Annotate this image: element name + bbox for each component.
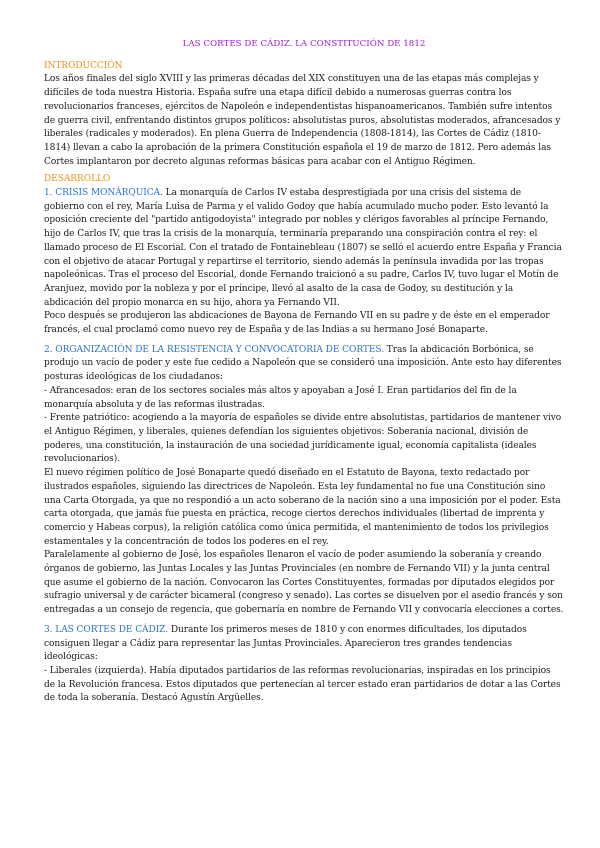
section-2-paragraph-1: 2. ORGANIZACIÓN DE LA RESISTENCIA Y CONVOCATORIA DE CORTES. Tras la abdicación Borbónica, se produjo un vacío de poder y este fue cedido a Napoleón que se consideró una imposición. Ante esto hay diferentes posturas ideológicas de los ciudadanos: bbox=[44, 344, 562, 383]
section-1-paragraph-2: Poco después se produjeron las abdicaciones de Bayona de Fernando VII en su padre y de éste en el emperador francés, el cual proclamó como nuevo rey de España y de las Indias a su hermano José Bonaparte. bbox=[44, 311, 550, 336]
section-1-heading: 1. CRISIS MONÁRQUICA. bbox=[44, 188, 163, 199]
section-2-paragraph-2: - Afrancesados: eran de los sectores sociales más altos y apoyaban a José I. Eran partidarios del fin de la monarquía absoluta y de las reformas ilustradas. bbox=[44, 385, 517, 410]
section-2-heading: 2. ORGANIZACIÓN DE LA RESISTENCIA Y CONVOCATORIA DE CORTES. bbox=[44, 344, 384, 355]
section-2-paragraph-4: El nuevo régimen político de José Bonaparte quedó diseñado en el Estatuto de Bayona, texto redactado por ilustrados españoles, siguiendo las directrices de Napoleón. Esta ley fundamental no fue una Constitución sino una Carta Otorgada, ya que no respondió a un acto soberano de la nación sino a una imposición por el poder. Esta carta otorgada, que jamás fue puesta en práctica, recoge ciertos derechos individuales (libertad de imprenta y comercio y Habeas corpus), la religión católica como única permitida, el mantenimiento de todos los privilegios estamentales y la concentración de todos los poderes en el rey. bbox=[44, 468, 561, 547]
section-2-paragraph-5: Paralelamente al gobierno de José, los españoles llenaron el vacío de poder asumiendo la soberanía y creando órganos de gobierno, las Juntas Locales y las Juntas Provinciales (en nombre de Fernando VII) y la junta central que asume el gobierno de la nación. Convocaron las Cortes Constituyentes, formadas por diputados elegidos por sufragio universal y de carácter bicameral (congreso y senado). Las cortes se disuelven por el asedio francés y son entregadas a un consejo de regencia, que gobernaría en nombre de Fernando VII y convocaría elecciones a cortes. bbox=[44, 550, 564, 616]
development-label: DESARROLLO bbox=[44, 174, 111, 185]
document-title: LAS CORTES DE CÁDIZ. LA CONSTITUCIÓN DE 1812 bbox=[182, 39, 426, 49]
section-3-paragraph-1: 3. LAS CORTES DE CÁDIZ. Durante los primeros meses de 1810 y con enormes dificultades, los diputados consiguen llegar a Cádiz para representar las Juntas Provinciales. Aparecieron tres grandes tendencias ideológicas: bbox=[44, 624, 527, 663]
intro-paragraph: Los años finales del siglo XVIII y las primeras décadas del XIX constituyen una de las etapas más complejas y difíciles de toda nuestra Historia. España sufre una etapa difícil debido a numerosas guerras contra los revolucionarios franceses, ejércitos de Napoleón e independentistas hispanoamericanos. También sufre intentos de guerra civil, enfrentando distintos grupos políticos: absolutistas puros, absolutistas moderados, afrancesados y liberales (radicales y moderados). En plena Guerra de Independencia (1808-1814), las Cortes de Cádiz (1810-1814) llevan a cabo la aprobación de la primera Constitución española el 19 de marzo de 1812. Pero además las Cortes implantaron por decreto algunas reformas básicas para acabar con el Antiguo Régimen. bbox=[44, 74, 561, 167]
section-2-paragraph-3: - Frente patriótico: acogiendo a la mayoría de españoles se divide entre absolutistas, partidarios de mantener vivo el Antiguo Régimen, y liberales, quienes defendían los siguientes objetivos: Soberanía nacional, división de poderes, una constitución, la instauración de una sociedad jurídicamente igual, economía capitalista (ideales revolucionarios). bbox=[44, 413, 562, 465]
intro-label: INTRODUCCIÓN bbox=[44, 60, 123, 71]
section-3-paragraph-2: - Liberales (izquierda). Había diputados partidarios de las reformas revolucionarias, inspiradas en los principios de la Revolución francesa. Estos diputados que pertenecían al tercer estado eran partidarios de dotar a las Cortes de toda la soberanía. Destacó Agustín Argüelles. bbox=[44, 665, 561, 704]
section-3-heading: 3. LAS CORTES DE CÁDIZ. bbox=[44, 624, 169, 635]
section-1-paragraph-1: 1. CRISIS MONÁRQUICA. La monarquía de Carlos IV estaba desprestigiada por una crisis del sistema de gobierno con el rey, María Luisa de Parma y el valido Godoy que había acumulado mucho poder. Esto levantó la oposición creciente del "partido antigodoyista" integrado por nobles y clérigos favorables al príncipe Fernando, hijo de Carlos IV, que tras la crisis de la monarquía, terminaría preparando una conspiración contra el rey: el llamado proceso de El Escorial. Con el tratado de Fontainebleau (1807) se selló el acuerdo entre España y Francia con el objetivo de atacar Portugal y repartirse el territorio, siendo además la península invadida por las tropas napoleónicas. Tras el proceso del Escorial, donde Fernando traicionó a su padre, Carlos IV, tuvo lugar el Motín de Aranjuez, movido por la nobleza y por el príncipe, llevó al asalto de la casa de Godoy, su destitución y la abdicación del propio monarca en su hijo, ahora ya Fernando VII. bbox=[44, 188, 562, 308]
